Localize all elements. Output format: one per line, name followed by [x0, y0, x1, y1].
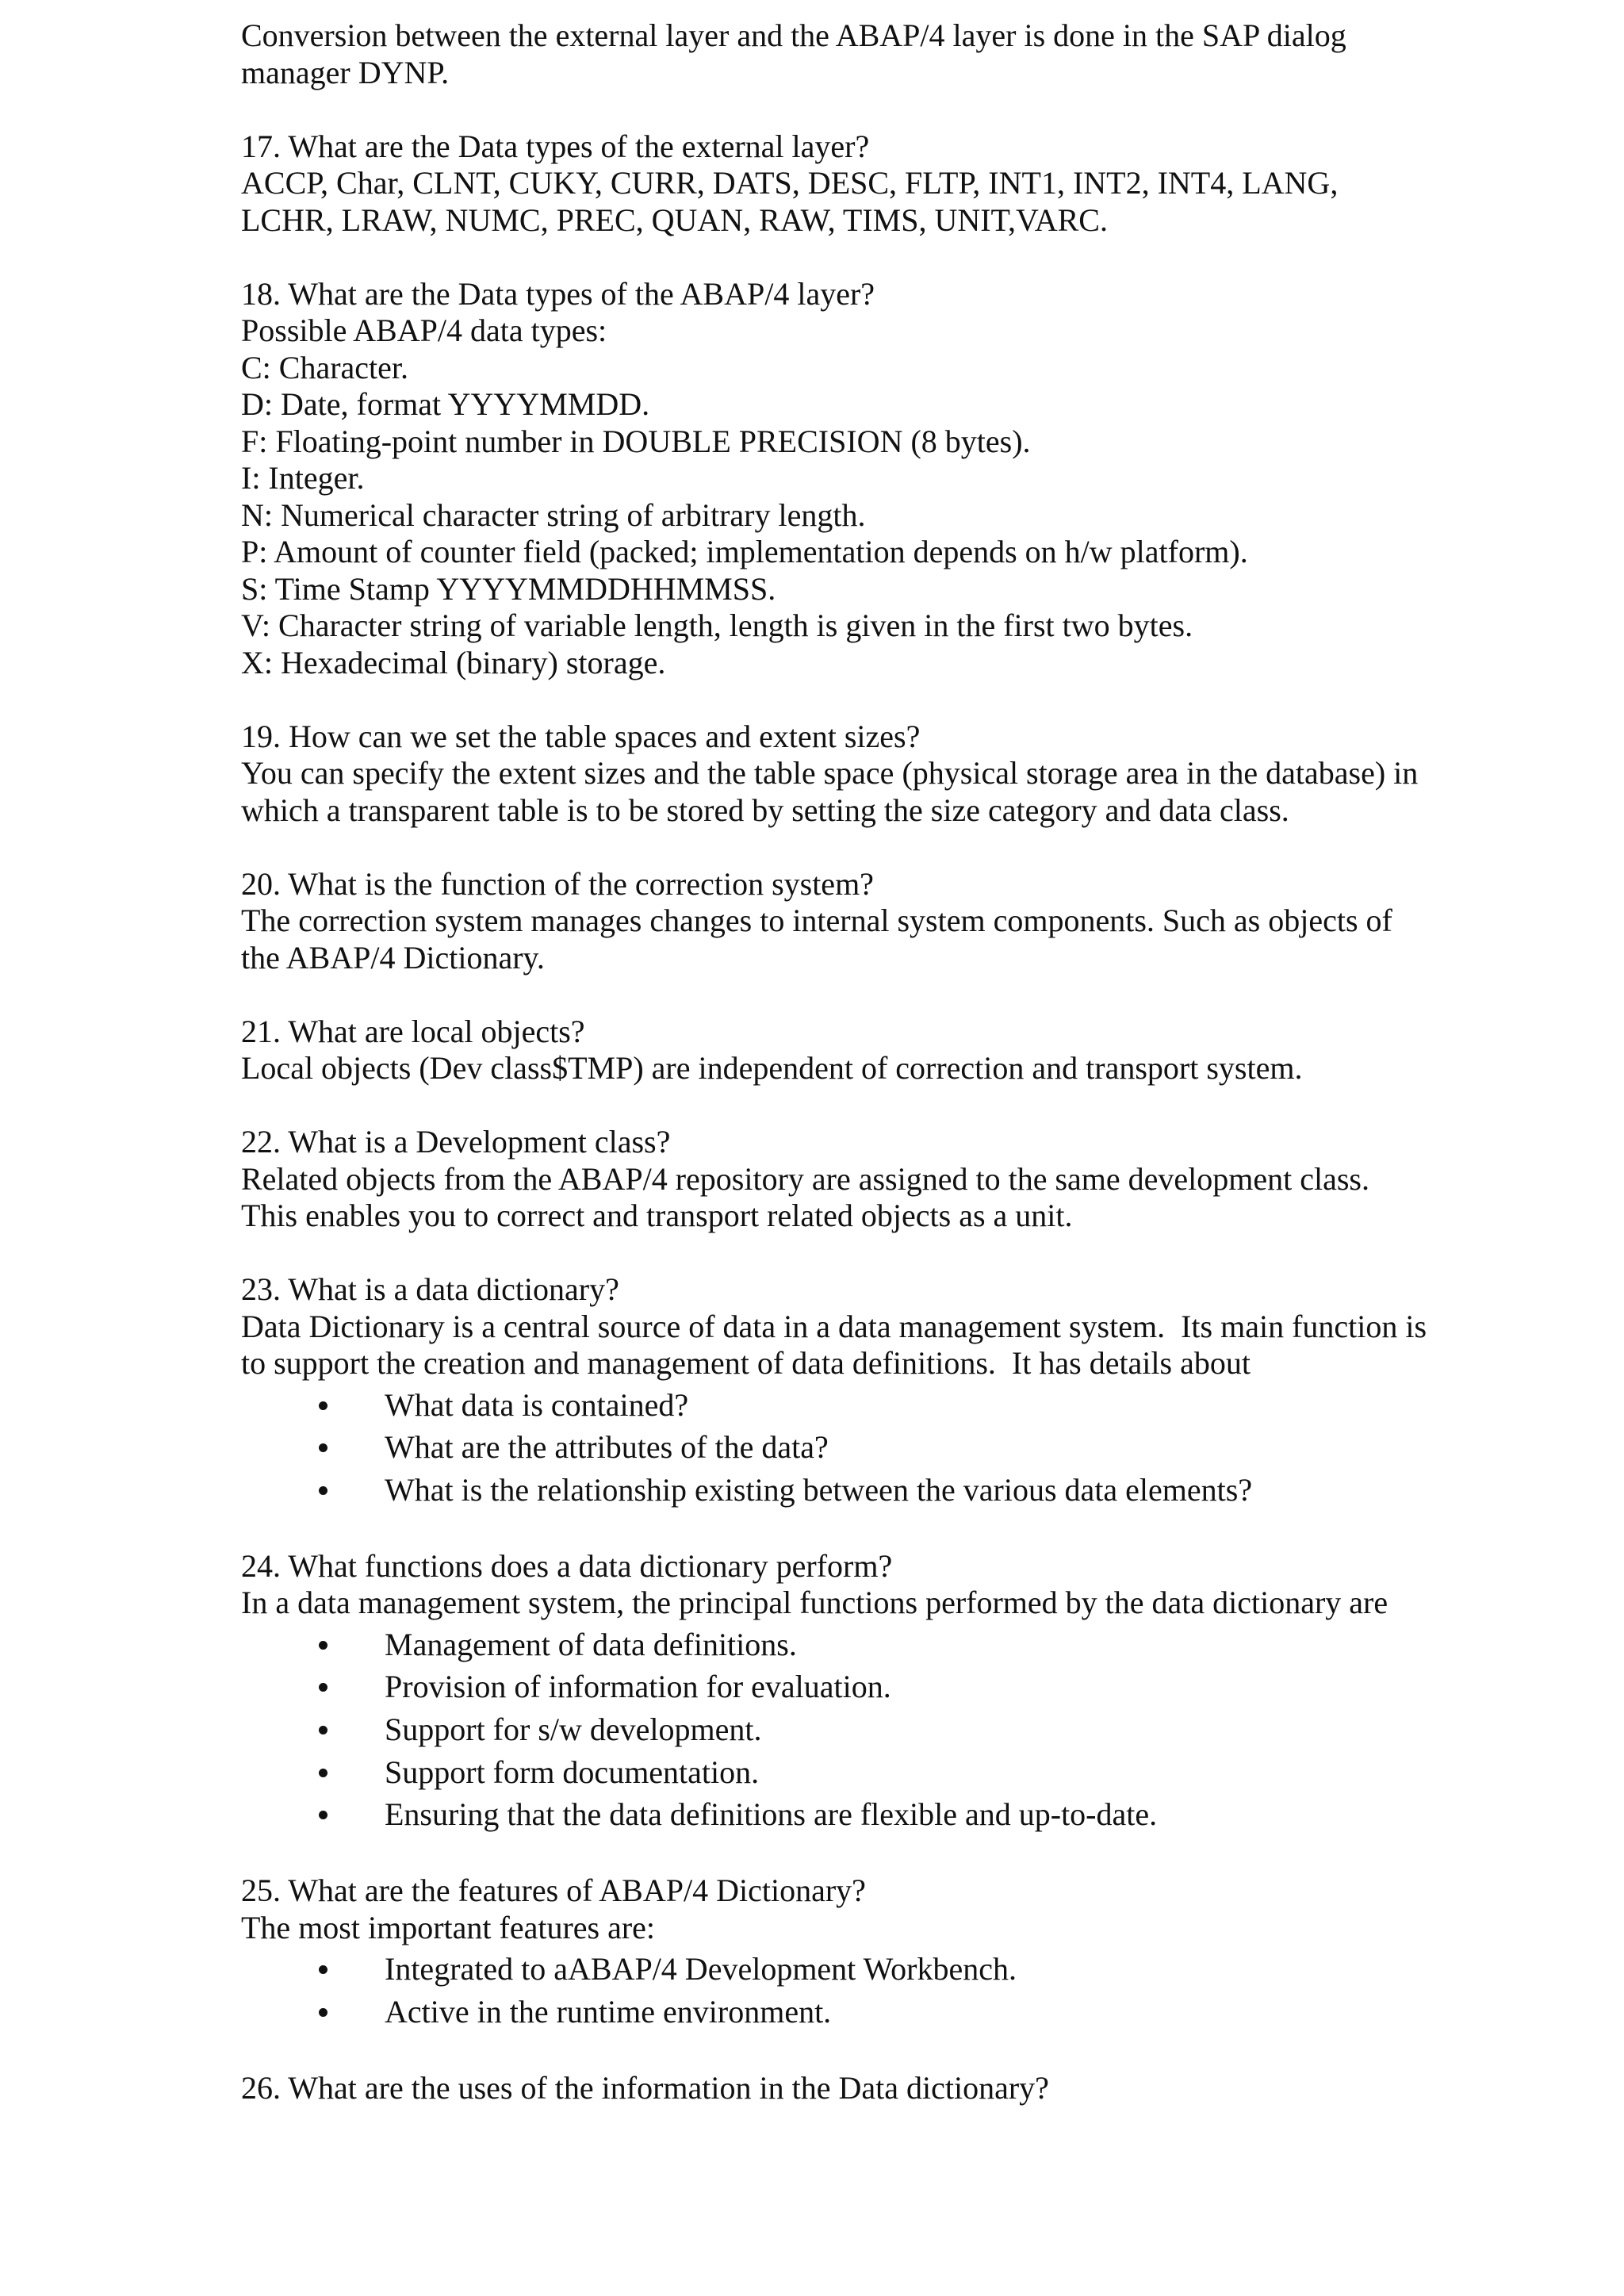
- answer-line: You can specify the extent sizes and the table space (physical storage area in the database) in: [241, 755, 1419, 791]
- answer-line: In a data management system, the principal functions performed by the data dictionary are: [241, 1585, 1388, 1621]
- answer-line: Data Dictionary is a central source of data in a data management system. Its main function is: [241, 1308, 1427, 1344]
- bullet-list: [241, 1623, 1478, 1836]
- qa-block-24: [241, 1548, 1478, 1836]
- question-heading: 22. What is a Development class?: [241, 1124, 671, 1159]
- qa-block-25: [241, 1872, 1478, 2033]
- qa-block-17: [241, 128, 1478, 240]
- question-heading: 25. What are the features of ABAP/4 Dictionary?: [241, 1872, 866, 1909]
- answer-line: Local objects (Dev class$TMP) are independent of correction and transport system.: [241, 1050, 1303, 1086]
- bullet-icon: [319, 1769, 327, 1777]
- bullet-icon: [319, 1965, 327, 1974]
- list-item-text: What data is contained?: [385, 1386, 689, 1423]
- intro-paragraph: [241, 17, 1478, 91]
- answer-line: N: Numerical character string of arbitrary length.: [241, 496, 866, 533]
- list-item: [241, 1426, 1478, 1469]
- answer-line: S: Time Stamp YYYYMMDDHHMMSS.: [241, 570, 776, 607]
- question-heading: 19. How can we set the table spaces and extent sizes?: [241, 718, 921, 754]
- question-heading: 18. What are the Data types of the ABAP/4 layer?: [241, 275, 875, 312]
- answer-line: This enables you to correct and transport related objects as a unit.: [241, 1198, 1073, 1233]
- answer-line: I: Integer.: [241, 460, 365, 496]
- answer-line: LCHR, LRAW, NUMC, PREC, QUAN, RAW, TIMS, UNIT,VARC.: [241, 201, 1108, 238]
- question-heading: 24. What functions does a data dictionary perform?: [241, 1547, 893, 1584]
- list-item: [241, 1751, 1478, 1794]
- list-item-text: What is the relationship existing between the various data elements?: [385, 1471, 1253, 1508]
- list-item: [241, 1469, 1478, 1512]
- list-item: [241, 1384, 1478, 1427]
- list-item-text: Management of data definitions.: [385, 1626, 797, 1662]
- answer-line: Related objects from the ABAP/4 repository are assigned to the same development class.: [241, 1160, 1369, 1197]
- bullet-icon: [319, 1811, 327, 1819]
- qa-block-21: [241, 1014, 1478, 1087]
- list-item-text: Integrated to aABAP/4 Development Workbench.: [385, 1951, 1017, 1987]
- list-item-text: Provision of information for evaluation.: [385, 1669, 891, 1705]
- qa-block-23: [241, 1271, 1478, 1511]
- qa-block-22: [241, 1124, 1478, 1235]
- bullet-icon: [319, 2008, 327, 2017]
- list-item: [241, 1708, 1478, 1751]
- list-item-text: What are the attributes of the data?: [385, 1429, 829, 1466]
- answer-line: X: Hexadecimal (binary) storage.: [241, 644, 666, 680]
- list-item: [241, 1665, 1478, 1708]
- list-item-text: Ensuring that the data definitions are flexible and up-to-date.: [385, 1796, 1158, 1833]
- bullet-icon: [319, 1683, 327, 1692]
- answer-line: to support the creation and management of data definitions. It has details about: [241, 1345, 1251, 1381]
- question-heading: 23. What is a data dictionary?: [241, 1271, 619, 1307]
- intro-line: manager DYNP.: [241, 54, 450, 90]
- answer-line: D: Date, format YYYYMMDD.: [241, 386, 650, 422]
- answer-line: ACCP, Char, CLNT, CUKY, CURR, DATS, DESC, FLTP, INT1, INT2, INT4, LANG,: [241, 165, 1339, 201]
- intro-line: Conversion between the external layer and the ABAP/4 layer is done in the SAP dialog: [241, 17, 1346, 53]
- list-item-text: Support for s/w development.: [385, 1711, 762, 1747]
- list-item: [241, 1991, 1478, 2033]
- list-item-text: Active in the runtime environment.: [385, 1993, 832, 2030]
- bullet-icon: [319, 1443, 327, 1452]
- question-heading: 17. What are the Data types of the external layer?: [241, 128, 870, 164]
- question-heading: 21. What are local objects?: [241, 1013, 585, 1049]
- list-item: [241, 1623, 1478, 1666]
- answer-line: which a transparent table is to be stored by setting the size category and data class.: [241, 792, 1289, 828]
- qa-block-18: [241, 276, 1478, 682]
- document-page: [241, 17, 1478, 2144]
- question-heading: 20. What is the function of the correction system?: [241, 865, 874, 902]
- bullet-list: [241, 1948, 1478, 2033]
- answer-line: The correction system manages changes to internal system components. Such as objects of: [241, 903, 1392, 938]
- list-item: [241, 1948, 1478, 1991]
- answer-line: The most important features are:: [241, 1909, 656, 1945]
- question-heading: 26. What are the uses of the information in the Data dictionary?: [241, 2069, 1049, 2106]
- bullet-icon: [319, 1641, 327, 1650]
- bullet-icon: [319, 1486, 327, 1495]
- answer-line: Possible ABAP/4 data types:: [241, 312, 607, 348]
- answer-line: P: Amount of counter field (packed; implementation depends on h/w platform).: [241, 534, 1248, 569]
- bullet-icon: [319, 1401, 327, 1410]
- list-item: [241, 1793, 1478, 1836]
- list-item-text: Support form documentation.: [385, 1754, 760, 1790]
- answer-line: C: Character.: [241, 349, 409, 385]
- bullet-icon: [319, 1726, 327, 1734]
- answer-line: F: Floating-point number in DOUBLE PRECISION (8 bytes).: [241, 423, 1031, 459]
- qa-block-26: [241, 2070, 1478, 2107]
- answer-line: V: Character string of variable length, length is given in the first two bytes.: [241, 608, 1193, 643]
- answer-line: the ABAP/4 Dictionary.: [241, 939, 545, 976]
- bullet-list: [241, 1384, 1478, 1512]
- qa-block-19: [241, 719, 1478, 830]
- qa-block-20: [241, 866, 1478, 977]
